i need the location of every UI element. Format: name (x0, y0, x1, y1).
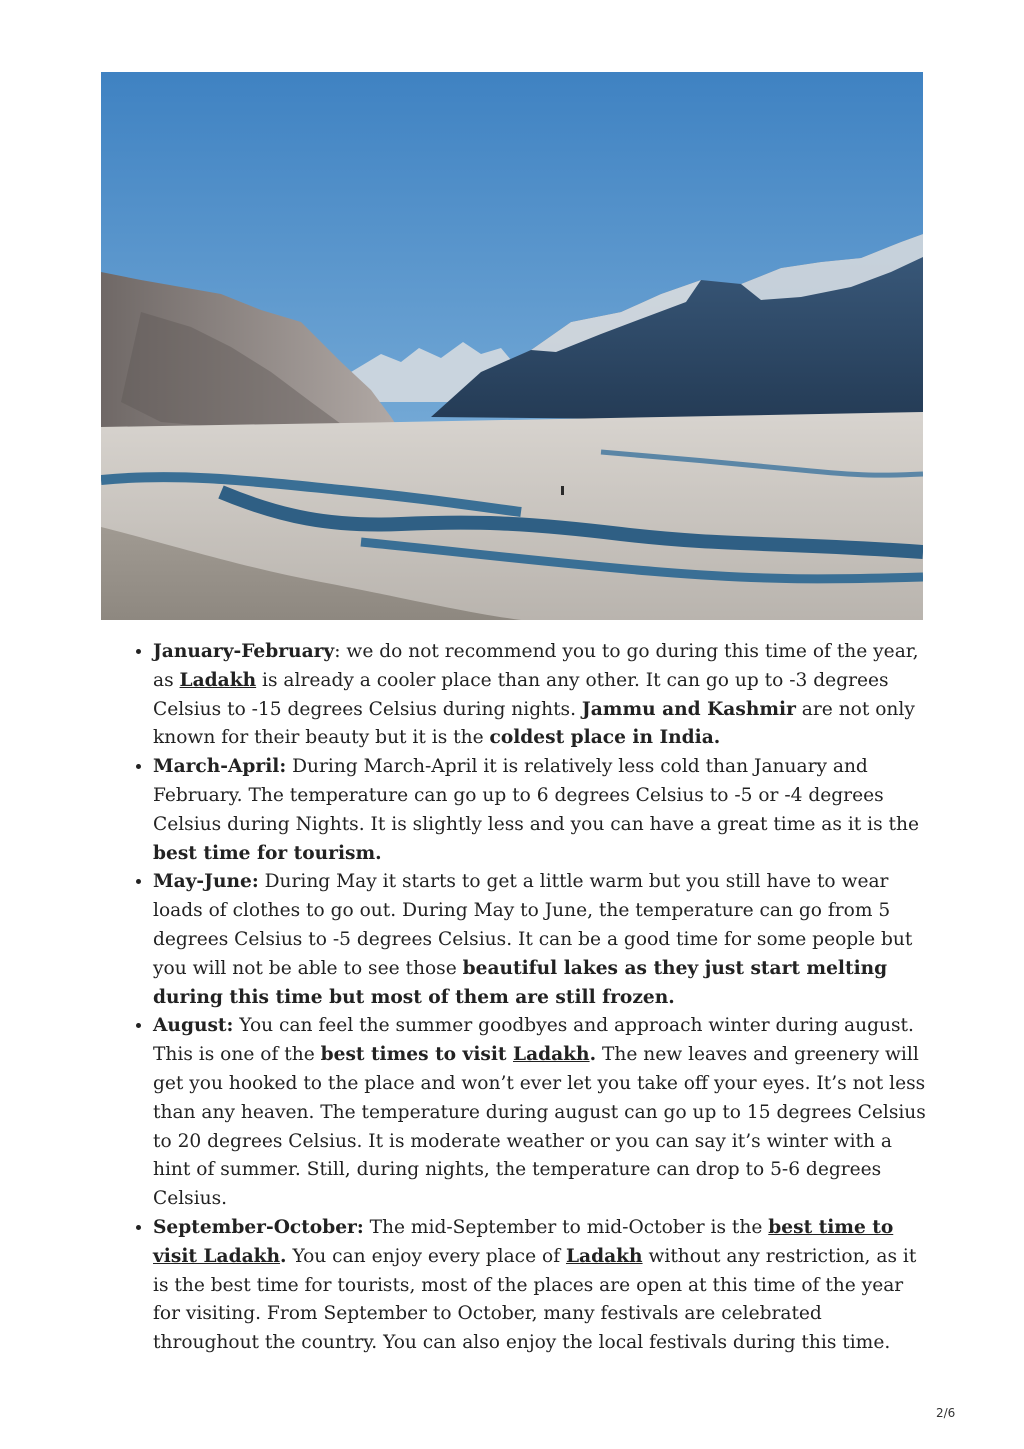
ladakh-link[interactable]: Ladakh (179, 669, 257, 691)
body-text: You can feel the summer goodbyes and approach winter during august. This is one of the (153, 1015, 914, 1066)
bold-text: beautiful lakes as they just start melting during this time but most of them are still frozen. (153, 957, 888, 1008)
season-heading: January-February (153, 641, 335, 662)
body-text: without any restriction, as it is the best time for tourists, most of the places are open at this time of the year for visiting. From September to October, many festivals are celebrated throughout the country. You can also enjoy the local festivals during this time. (153, 1245, 917, 1354)
body-text: During May it starts to get a little warm but you still have to wear loads of clothes to go out. During May to June, the temperature can go from 5 degrees Celsius to -5 degrees Celsius. It can be a good time for some people but you will not be able to see those (153, 871, 913, 979)
body-text: is already a cooler place than any other. It can go up to -3 degrees Celsius to -15 degrees Celsius during nights. (153, 669, 889, 720)
season-heading: August: (153, 1015, 234, 1037)
article-content (120, 638, 932, 1358)
bold-text: best times to visit (320, 1044, 513, 1066)
ladakh-link[interactable]: Ladakh (513, 1044, 590, 1066)
bold-text: . (280, 1245, 287, 1267)
body-text: You can enjoy every place of (286, 1245, 566, 1267)
bold-text: . (589, 1044, 597, 1066)
list-item-march-april (153, 753, 932, 868)
season-list (120, 638, 932, 1358)
body-text: The mid-September to mid-October is the (363, 1216, 769, 1238)
season-heading: September-October: (153, 1216, 364, 1238)
season-heading: May-June: (153, 871, 259, 893)
list-item-august (153, 1012, 932, 1214)
body-text: The new leaves and greenery will get you hooked to the place and won’t ever let you take off your eyes. It’s not less than any heaven. The temperature during august can go up to 15 degrees Celsius to 20 degrees Celsius. It is moderate weather or you can say it’s winter with a hint of summer. Still, during nights, the temperature can drop to 5-6 degrees Celsius. (153, 1044, 926, 1210)
season-heading: March-April: (153, 756, 287, 778)
ladakh-valley-photo (101, 72, 923, 620)
distant-figure (561, 486, 564, 495)
body-text: : we do not recommend you to go during this time of the year, as (153, 641, 919, 691)
bold-text: Jammu and Kashmir (581, 698, 796, 720)
body-text: are not only known for their beauty but it is the (153, 698, 915, 749)
list-item-january-february (153, 638, 932, 753)
list-item-may-june (153, 868, 932, 1012)
bold-text: coldest place in India. (489, 727, 721, 749)
best-time-link[interactable]: best time to visit Ladakh (153, 1216, 894, 1267)
body-text: During March-April it is relatively less cold than January and February. The temperature can go up to 6 degrees Celsius to -5 or -4 degrees Celsius during Nights. It is slightly less and you can have a great time as it is the (153, 756, 920, 835)
list-item-september-october (153, 1214, 932, 1358)
page-number: 2/6 (936, 1406, 956, 1420)
ladakh-link[interactable]: Ladakh (565, 1245, 643, 1267)
photo-illustration (101, 72, 923, 620)
bold-text: best time for tourism. (153, 842, 382, 864)
